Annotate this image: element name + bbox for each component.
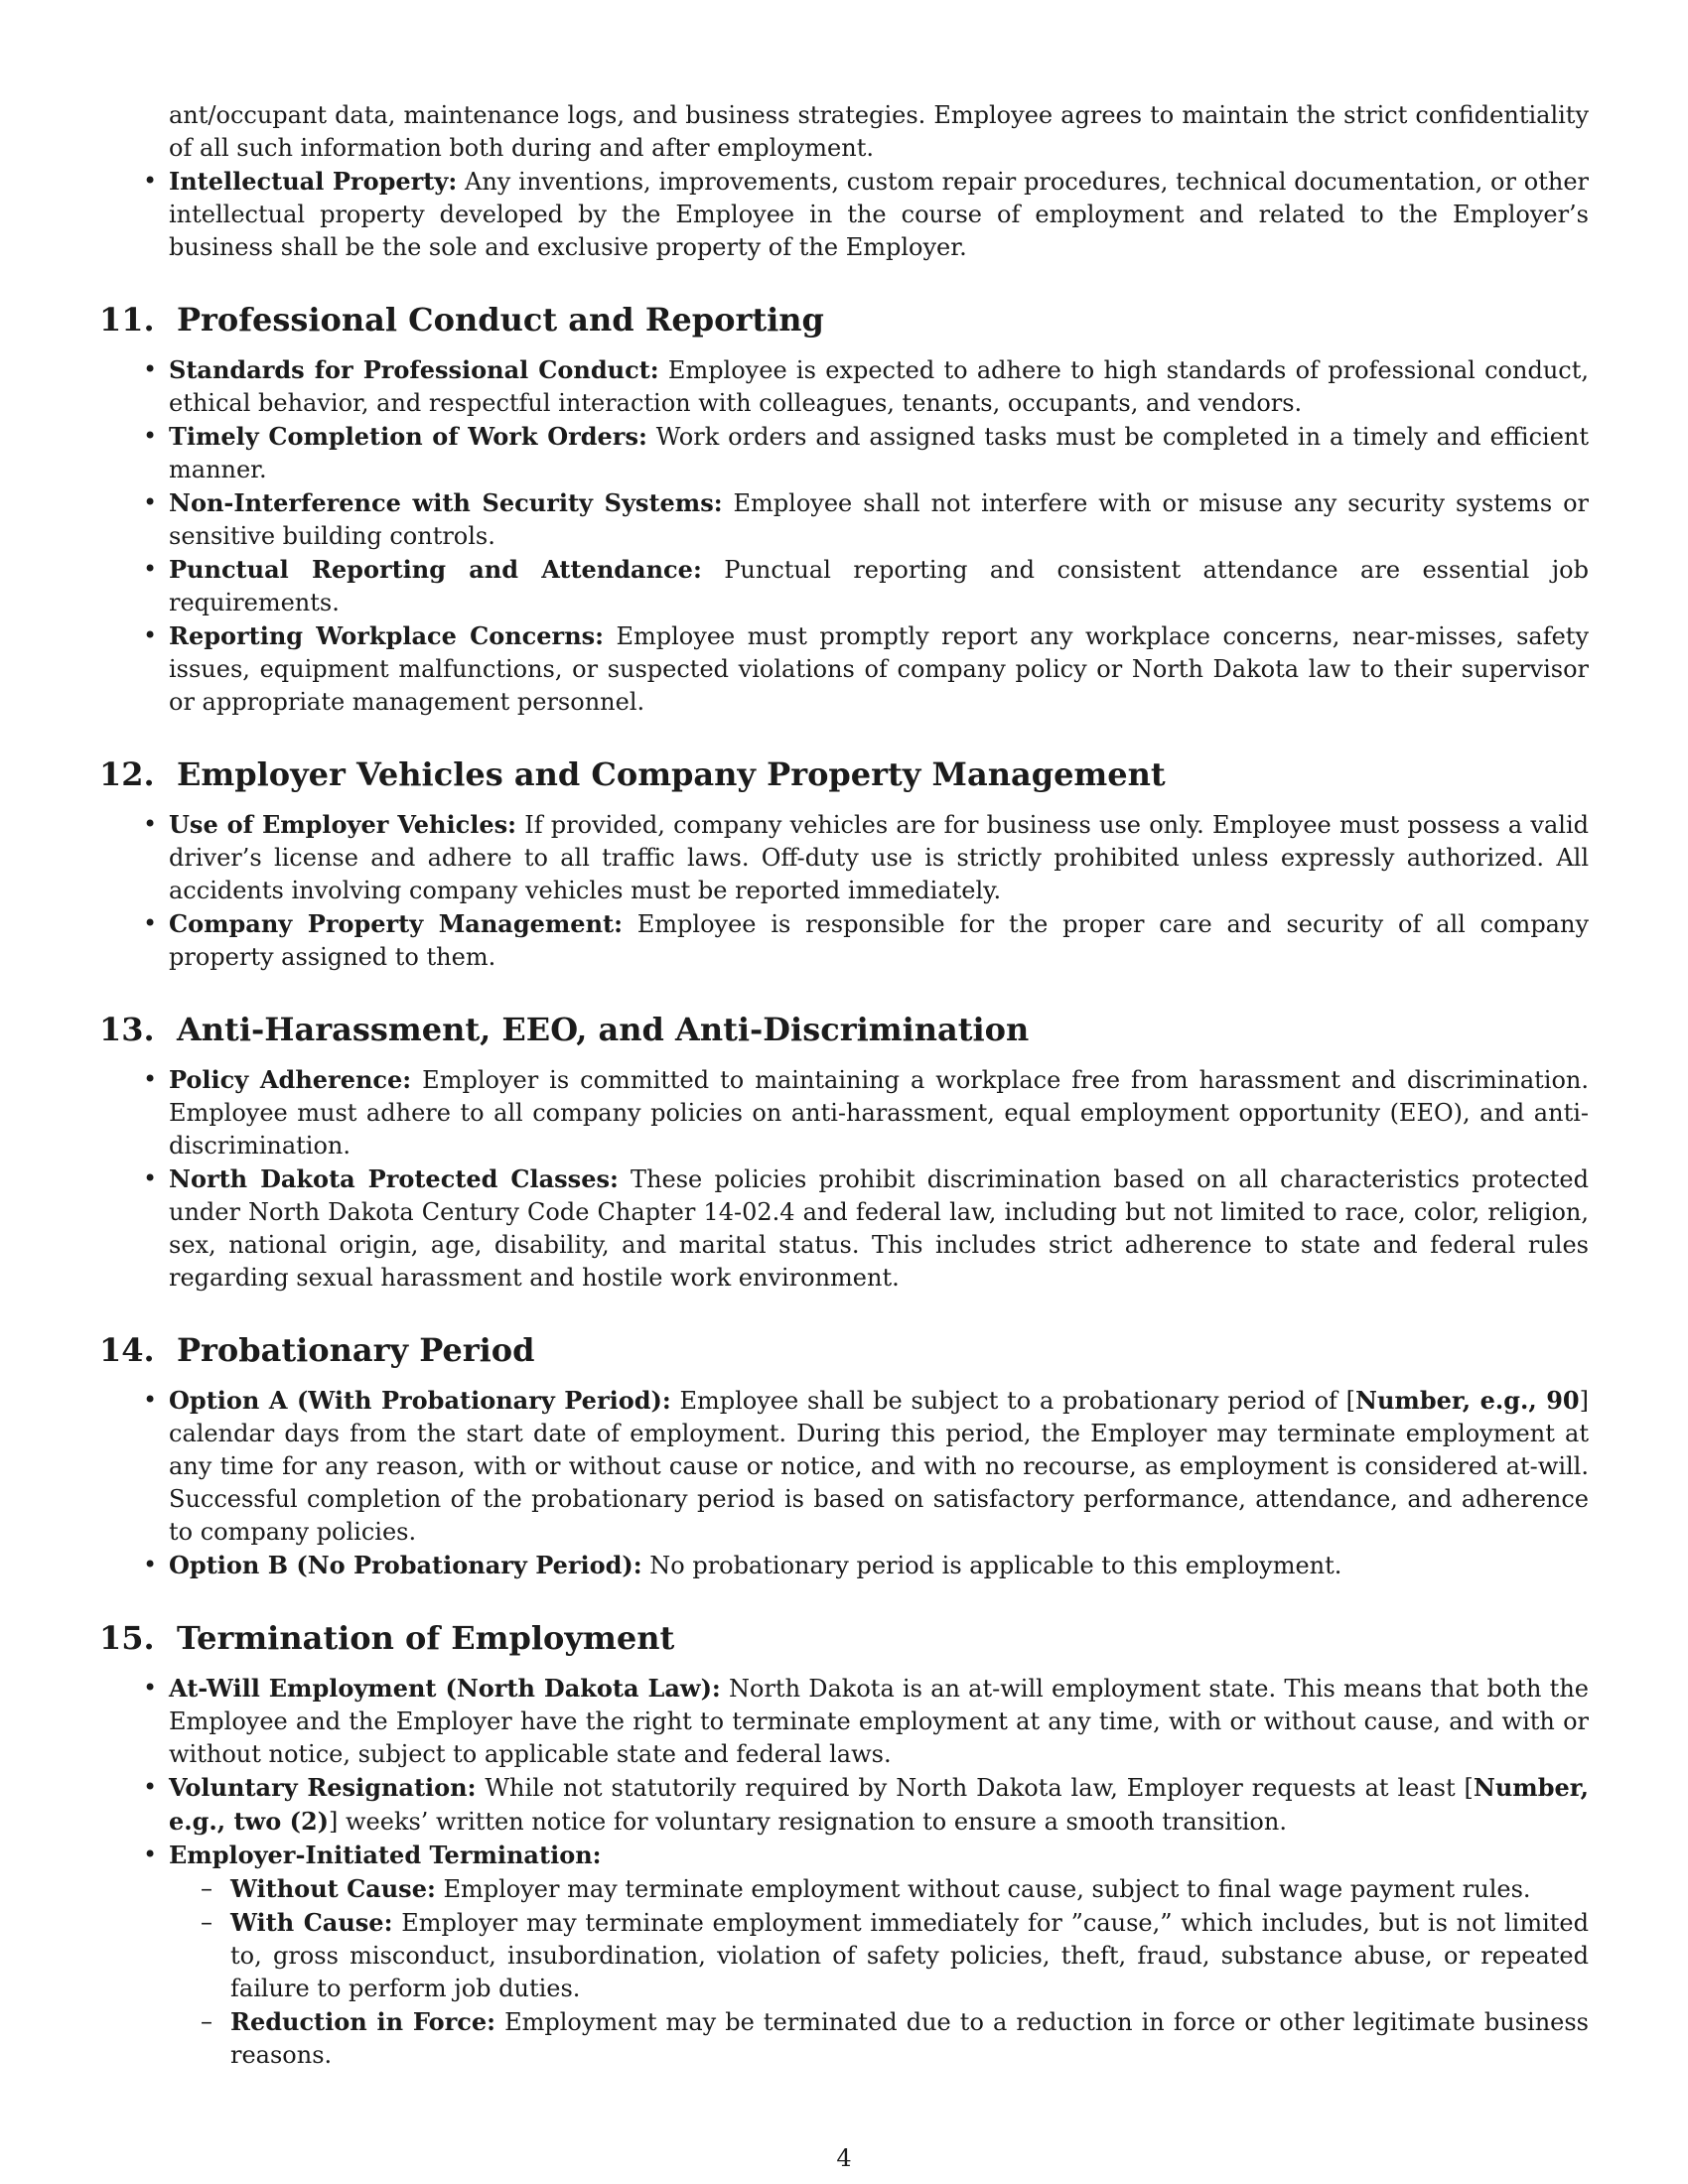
section-list [99, 1672, 1589, 2072]
list-item: • Timely Completion of Work Orders: Work orders and assigned tasks must be completed in a timely and efficient manner. [169, 420, 1589, 486]
sub-list-item: – Without Cause: Employer may terminate employment without cause, subject to final wage payment rules. [230, 1872, 1589, 1906]
section-list [99, 1063, 1589, 1295]
list-item: • Non-Interference with Security Systems: Employee shall not interfere with or misuse any security systems or sensitive building controls. [169, 486, 1589, 553]
continued-paragraph: ant/occupant data, maintenance logs, and business strategies. Employee agrees to maintain the strict confidentiality of all such information both during and after employment. [169, 101, 1589, 162]
list-item: • North Dakota Protected Classes: These policies prohibit discrimination based on all characteristics protected under North Dakota Century Code Chapter 14-02.4 and federal law, including but not limited to race, color, religion, sex, national origin, age, disability, and marital status. This includes strict adherence to state and federal rules regarding sexual harassment and hostile work environment. [169, 1162, 1589, 1295]
list-item: • Use of Employer Vehicles: If provided, company vehicles are for business use only. Employee must possess a valid driver’s license and adhere to all traffic laws. Off-duty use is strictly prohibited unless expressly authorized. All accidents involving company vehicles must be reported immediately. [169, 808, 1589, 907]
placeholder-value: Number, e.g., two (2) [169, 1773, 1590, 1836]
list-item: • Option A (With Probationary Period): Employee shall be subject to a probationary period of [Number, e.g., 90] calendar days from the start date of employment. During this period, the Employer may terminate employment at any time for any reason, with or without cause or notice, and with no recourse, as employment is considered at-will. Successful completion of the probationary period is based on satisfactory performance, attendance, and adherence to company policies. [169, 1384, 1589, 1549]
list-item: • Standards for Professional Conduct: Employee is expected to adhere to high standards of professional conduct, ethical behavior, and respectful interaction with colleagues, tenants, occupants, and vendors. [169, 353, 1589, 420]
list-item: • Reporting Workplace Concerns: Employee must promptly report any workplace concerns, near-misses, safety issues, equipment malfunctions, or suspected violations of company policy or North Dakota law to their supervisor or appropriate management personnel. [169, 619, 1589, 719]
document-page [99, 99, 1589, 2072]
section-list [99, 353, 1589, 719]
section-heading: 11. Professional Conduct and Reporting [99, 301, 824, 339]
section-list [99, 1384, 1589, 1582]
list-item: • At-Will Employment (North Dakota Law): North Dakota is an at-will employment state. This means that both the Employee and the Employer have the right to terminate employment at any time, with or without cause, and with or without notice, subject to applicable state and federal laws. [169, 1672, 1589, 1771]
sub-list [169, 1872, 1589, 2072]
list-item: • Policy Adherence: Employer is committed to maintaining a workplace free from harassment and discrimination. Employee must adhere to all company policies on anti-harassment, equal employment opportunity (EEO), and anti-discrimination. [169, 1063, 1589, 1162]
section-heading: 14. Probationary Period [99, 1331, 535, 1369]
sub-list-item: – Reduction in Force: Employment may be terminated due to a reduction in force or other legitimate business reasons. [230, 2005, 1589, 2072]
list-item: • Employer-Initiated Termination: – Without Cause: Employer may terminate employment without cause, subject to final wage payment rules. – With Cause: Employer may terminate employment immediately for ”cause,” which includes, but is not limited to, gross misconduct, insubordination, violation of safety policies, theft, fraud, substance abuse, or repeated failure to perform job duties. – Reduction in Force: Employment may be terminated due to a reduction in force or other legitimate business reasons. [169, 1839, 1589, 2072]
section-list [99, 808, 1589, 974]
section-heading: 15. Termination of Employment [99, 1619, 675, 1657]
placeholder-value: Number, e.g., 90 [1355, 1386, 1580, 1415]
list-item: • Option B (No Probationary Period): No probationary period is applicable to this employment. [169, 1549, 1589, 1582]
list-item: • Company Property Management: Employee is responsible for the proper care and security of all company property assigned to them. [169, 907, 1589, 974]
page-number: 4 [836, 2144, 852, 2172]
section-heading: 12. Employer Vehicles and Company Property Management [99, 755, 1166, 793]
sub-list-item: – With Cause: Employer may terminate employment immediately for ”cause,” which includes, but is not limited to, gross misconduct, insubordination, violation of safety policies, theft, fraud, substance abuse, or repeated failure to perform job duties. [230, 1906, 1589, 2005]
section-heading: 13. Anti-Harassment, EEO, and Anti-Discrimination [99, 1011, 1030, 1048]
intro-list [99, 165, 1589, 264]
list-item: • Voluntary Resignation: While not statutorily required by North Dakota law, Employer requests at least [Number, e.g., two (2)] weeks’ written notice for voluntary resignation to ensure a smooth transition. [169, 1771, 1589, 1839]
list-item: • Punctual Reporting and Attendance: Punctual reporting and consistent attendance are essential job requirements. [169, 553, 1589, 619]
list-item: • Intellectual Property: Any inventions, improvements, custom repair procedures, technical documentation, or other intellectual property developed by the Employee in the course of employment and related to the Employer’s business shall be the sole and exclusive property of the Employer. [169, 165, 1589, 264]
